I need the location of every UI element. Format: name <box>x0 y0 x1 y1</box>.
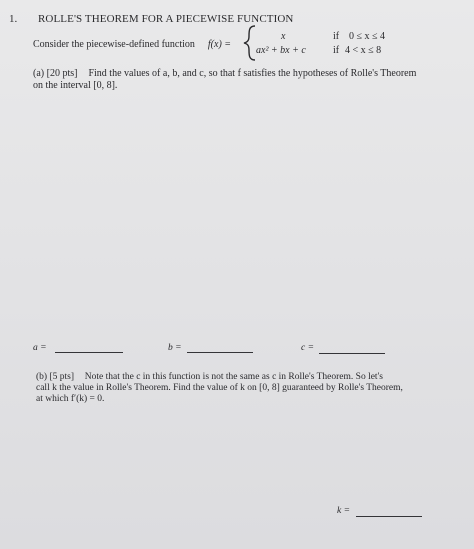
answer-b-blank[interactable] <box>187 352 253 353</box>
part-a-points: [20 pts] <box>46 68 78 79</box>
answer-a-label: a = <box>33 343 47 353</box>
answer-a-blank[interactable] <box>55 352 123 353</box>
answer-c-blank[interactable] <box>319 353 385 354</box>
part-a-line2: on the interval [0, 8]. <box>33 80 118 91</box>
problem-number: 1. <box>9 13 18 25</box>
problem-intro <box>33 39 231 50</box>
part-a-text: Find the values of a, b, and c, so that f satisfies the hypotheses of Rolle's Theorem <box>88 68 417 79</box>
part-a-line1 <box>33 68 416 79</box>
function-lhs: f(x) = <box>207 39 232 50</box>
answer-b-label: b = <box>168 343 182 353</box>
piece2-expression: ax² + bx + c <box>256 45 306 56</box>
part-b-label: (b) <box>36 372 48 382</box>
piece1-expression: x <box>281 31 286 42</box>
part-b-text: Note that the c in this function is not the same as c in Rolle's Theorem. So let's <box>84 372 383 382</box>
answer-k-blank[interactable] <box>356 516 422 517</box>
part-b-line1 <box>36 372 383 382</box>
intro-text: Consider the piecewise-defined function <box>33 39 195 50</box>
answer-k-label: k = <box>337 506 351 516</box>
part-b-points: [5 pts] <box>49 372 74 382</box>
part-b-line3: at which f′(k) = 0. <box>36 394 105 404</box>
answer-c-label: c = <box>301 343 315 353</box>
problem-title: ROLLE'S THEOREM FOR A PIECEWISE FUNCTION <box>38 13 294 25</box>
piece1-if: if <box>333 31 340 42</box>
piece2-condition: 4 < x ≤ 8 <box>345 45 382 56</box>
piece2-if: if <box>333 45 340 56</box>
piece1-condition: 0 ≤ x ≤ 4 <box>349 31 385 42</box>
part-b-line2: call k the value in Rolle's Theorem. Find the value of k on [0, 8] guaranteed by Rolle's Theorem, <box>36 383 403 393</box>
part-a-label: (a) <box>33 68 45 79</box>
